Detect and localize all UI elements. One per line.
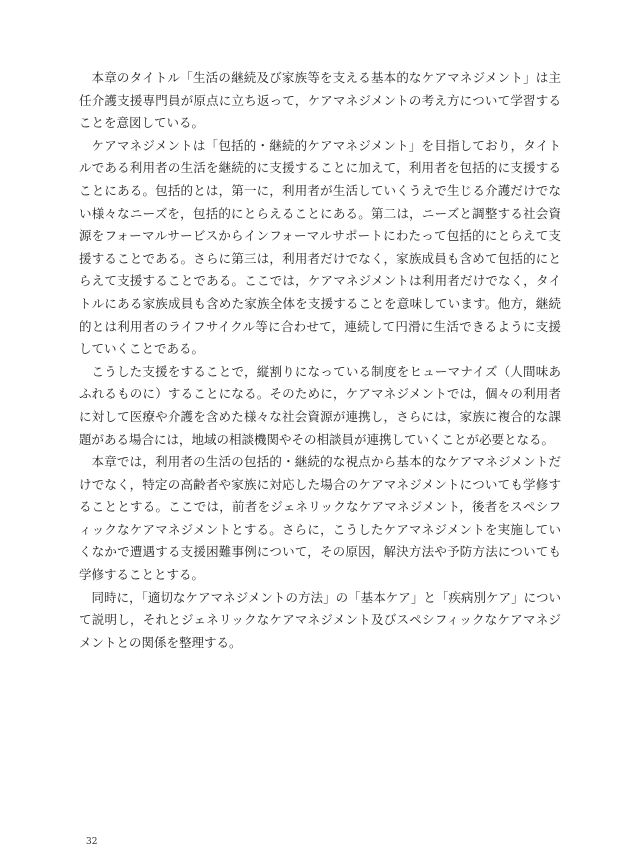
paragraph-4: 本章では，利用者の生活の包括的・継続的な視点から基本的なケアマネジメントだけでなく，特定の高齢者や家族に対応した場合のケアマネジメントについても学修することとする。ここでは，前者をジェネリックなケアマネジメント，後者をスペシフィックなケアマネジメントとする。さらに，こうしたケアマネジメントを実施していくなかで遭遇する支援困難事例について，その原因，解決方法や予防方法についても学修することとする。 [79,454,561,583]
body-text [79,67,561,654]
paragraph-1: 本章のタイトル「生活の継続及び家族等を支える基本的なケアマネジメント」は主任介護支援専門員が原点に立ち返って，ケアマネジメントの考え方について学習することを意図している。 [79,70,561,131]
page-number: 32 [86,837,98,847]
paragraph-5: 同時に，「適切なケアマネジメントの方法」の「基本ケア」と「疾病別ケア」について説明し，それとジェネリックなケアマネジメント及びスペシフィックなケアマネジメントとの関係を整理する。 [79,589,561,650]
paragraph-3: こうした支援をすることで，縦割りになっている制度をヒューマナイズ（人間味あふれるものに）することになる。そのために，ケアマネジメントでは，個々の利用者に対して医療や介護を含めた様々な社会資源が連携し，さらには，家族に複合的な課題がある場合には，地域の相談機関やその相談員が連携していくことが必要となる。 [79,363,561,447]
paragraph-2: ケアマネジメントは「包括的・継続的ケアマネジメント」を目指しており，タイトルである利用者の生活を継続的に支援することに加えて，利用者を包括的に支援することにある。包括的とは，第一に，利用者が生活していくうえで生じる介護だけでない様々なニーズを，包括的にとらえることにある。第二は，ニーズと調整する社会資源をフォーマルサービスからインフォーマルサポートにわたって包括的にとらえて支援することである。さらに第三は，利用者だけでなく，家族成員も含めて包括的にとらえて支援することである。ここでは，ケアマネジメントは利用者だけでなく，タイトルにある家族成員も含めた家族全体を支援することを意味しています。他方，継続的とは利用者のライフサイクル等に合わせて，連続して円滑に生活できるように支援していくことである。 [79,137,561,357]
